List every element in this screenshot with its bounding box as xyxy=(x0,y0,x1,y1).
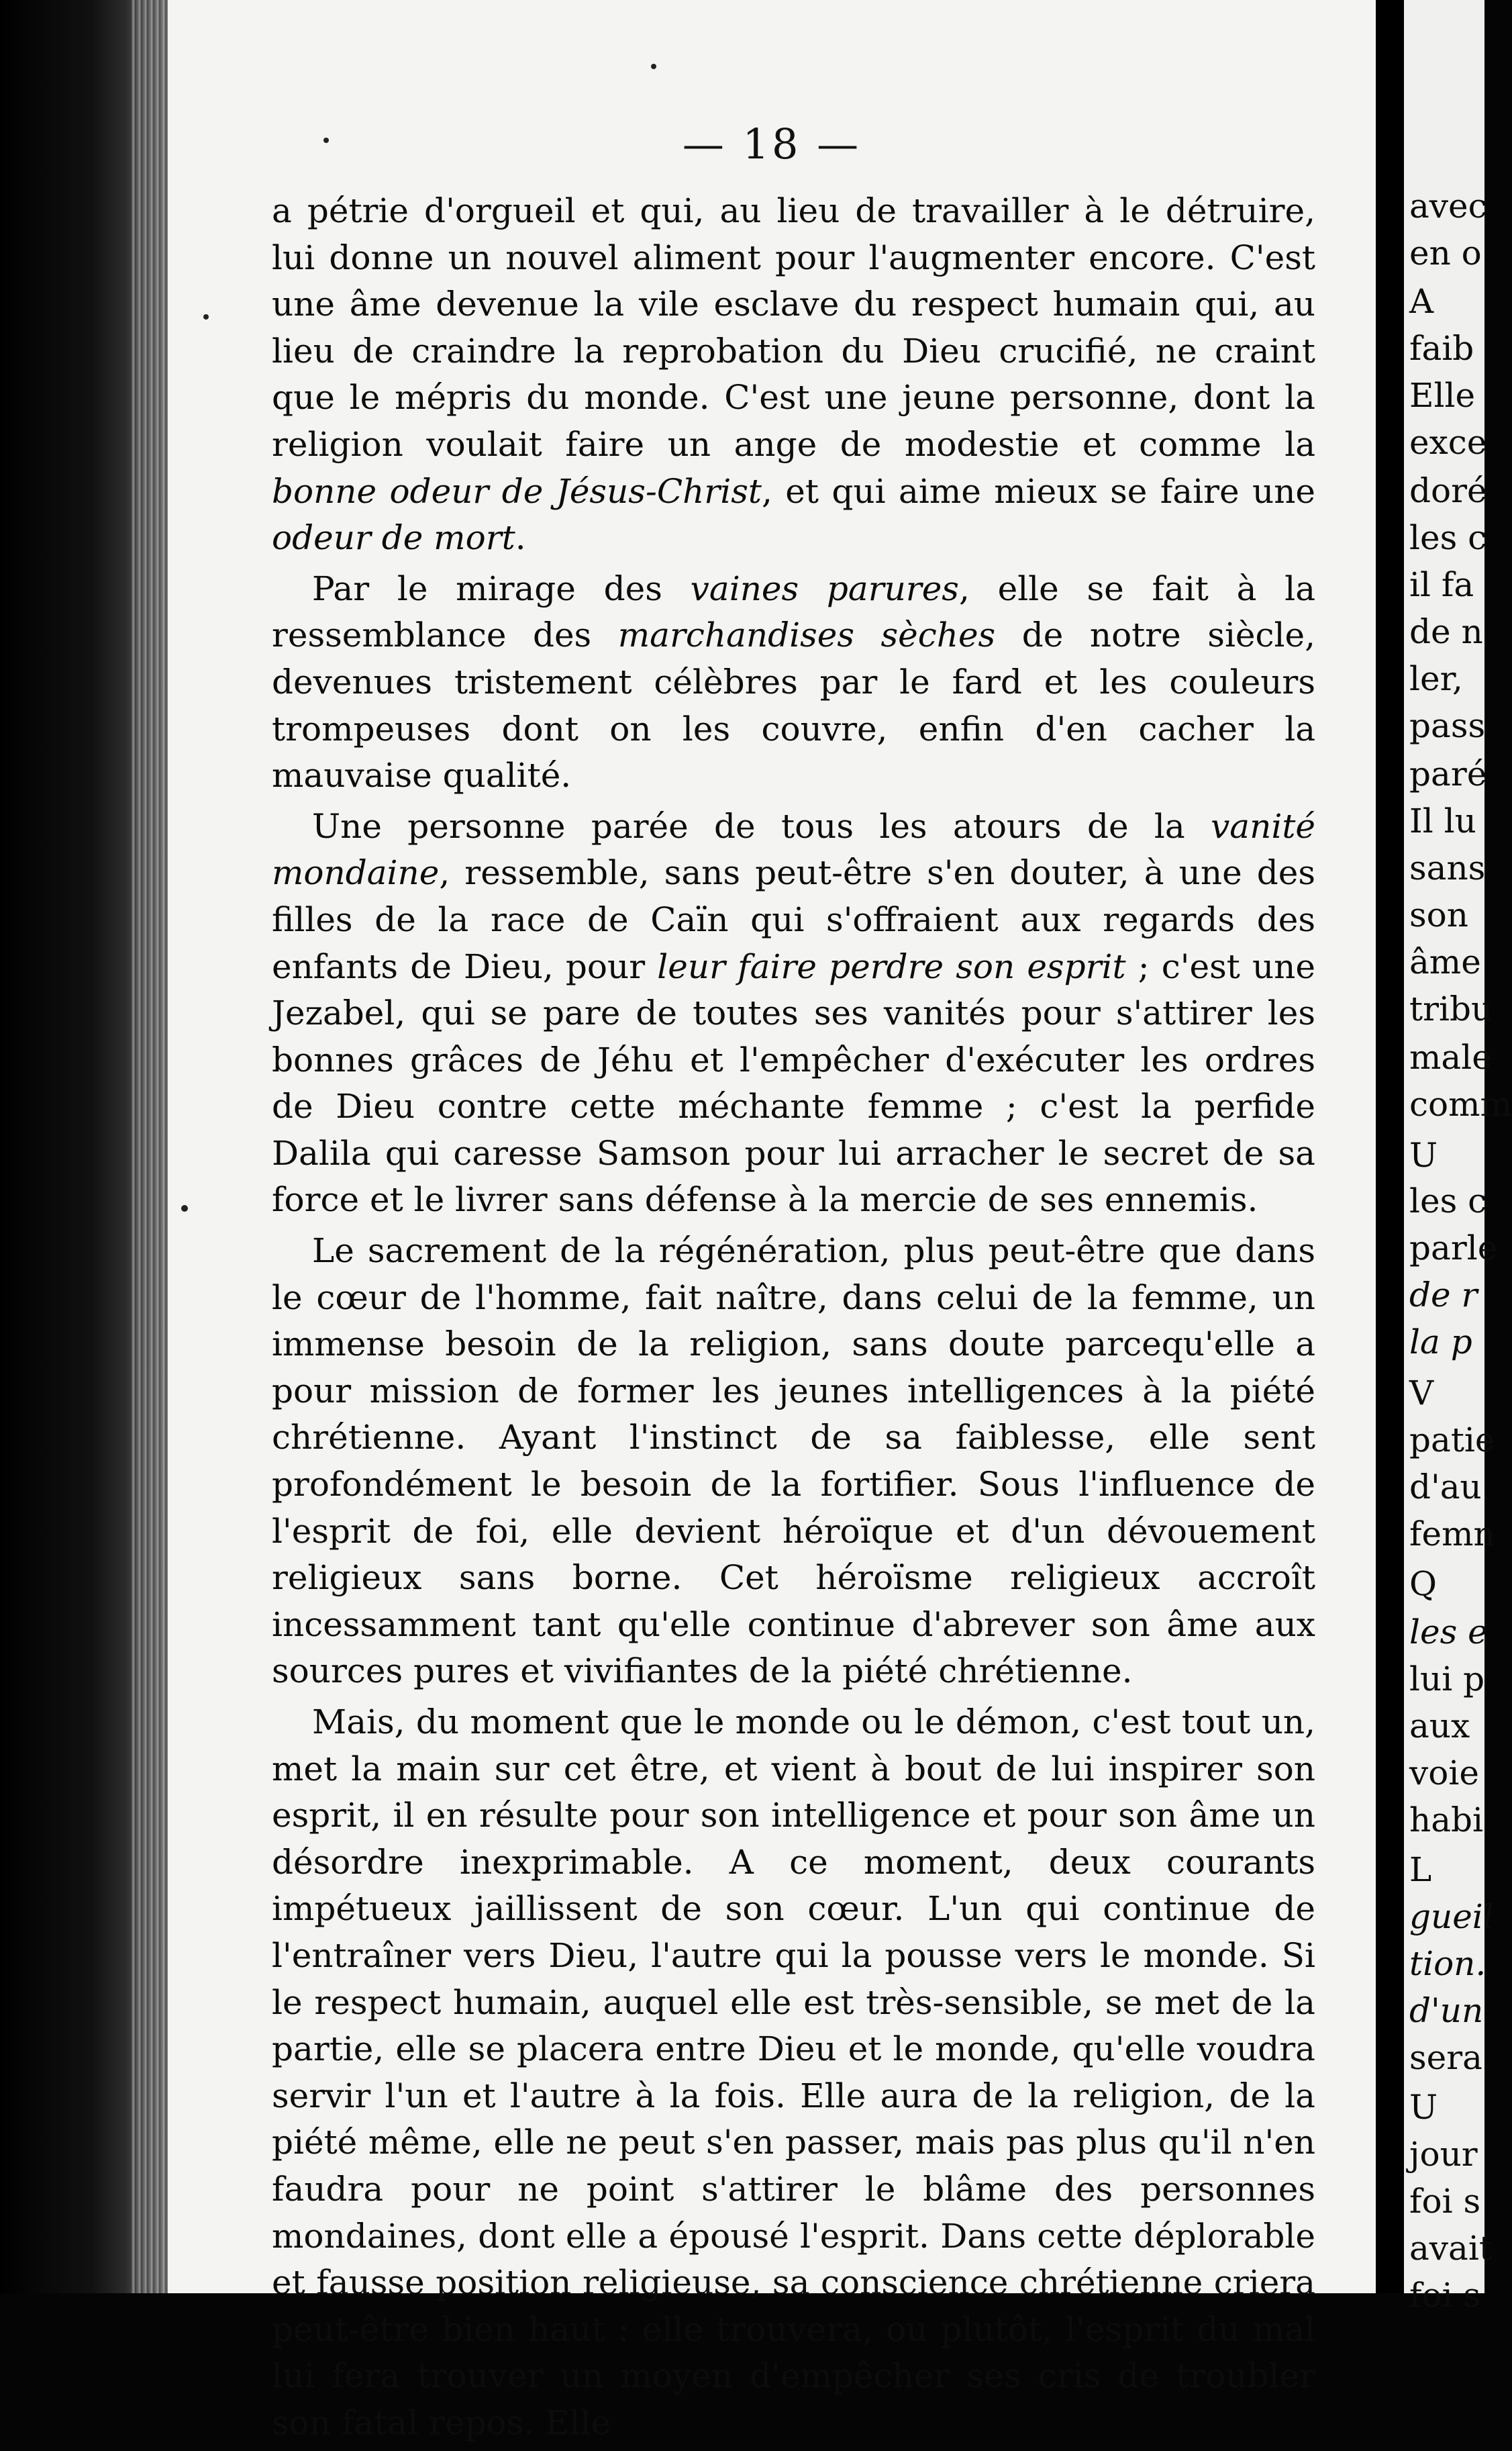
next-page-line-fragment xyxy=(1409,943,1481,981)
next-page-line-fragment xyxy=(1409,1515,1495,1553)
fragment-text: patie xyxy=(1409,1421,1495,1459)
next-page-line-fragment xyxy=(1409,1421,1495,1459)
fragment-text: foi s xyxy=(1409,2182,1481,2221)
text-run: , elle se fait à la ressemblance des xyxy=(272,569,1316,655)
fragment-text: A xyxy=(1409,282,1434,321)
fragment-text: V xyxy=(1409,1374,1434,1412)
fragment-text: d'un xyxy=(1409,1991,1484,2030)
fragment-text: Elle xyxy=(1409,376,1476,415)
next-page-line-fragment xyxy=(1409,755,1486,794)
next-page-line-fragment xyxy=(1409,2038,1482,2077)
page-stack-edges xyxy=(132,0,172,2293)
fragment-text: doré xyxy=(1409,471,1487,510)
italic-run: vaines parures xyxy=(690,569,959,608)
next-page-line-fragment xyxy=(1409,1374,1433,1412)
next-page-line-fragment xyxy=(1409,990,1493,1028)
text-run: . xyxy=(515,518,526,558)
next-page-line-fragment xyxy=(1409,282,1433,321)
paragraph xyxy=(272,1228,1315,1695)
page-number: — 18 — xyxy=(682,119,862,169)
fragment-text: L xyxy=(1409,1850,1432,1889)
next-page-line-fragment xyxy=(1409,234,1482,273)
fragment-text: tion. xyxy=(1409,1944,1486,1983)
fragment-text: de r xyxy=(1409,1276,1478,1314)
next-page-line-fragment xyxy=(1409,423,1486,462)
text-run: Le sacrement de la régénération, plus peut-être que dans le cœur de l'homme, fait naître, dans celui de la femme, un immense besoin de la religion, sans doute parcequ'elle a pour mission de former les jeunes intelligences à la piété chrétienne. Ayant l'instinct de sa faiblesse, elle sent profondément le besoin de la fortifier. Sous l'influence de l'esprit de foi, elle devient héroïque et d'un dévouement religieux sans borne. Cet héroïsme religieux accroît incessamment tant qu'elle continue d'abrever son âme aux sources pures et vivifiantes de la piété chrétienne. xyxy=(272,1231,1315,1691)
fragment-text: de n xyxy=(1409,612,1483,651)
fragment-text: voie xyxy=(1409,1753,1479,1792)
fragment-text: faib xyxy=(1409,329,1474,368)
next-page-line-fragment xyxy=(1409,1660,1484,1698)
fragment-text: comm xyxy=(1409,1085,1512,1124)
next-page-line-fragment xyxy=(1409,1323,1472,1361)
next-page-line-fragment xyxy=(1409,565,1474,604)
fragment-text: femn xyxy=(1409,1515,1495,1553)
paragraph xyxy=(272,188,1315,562)
fragment-text: les e xyxy=(1409,1613,1488,1651)
text-run: , et qui aime mieux se faire une xyxy=(761,471,1315,511)
fragment-text: il fa xyxy=(1409,565,1474,604)
fragment-text: lui p xyxy=(1409,1660,1485,1698)
next-page-line-fragment xyxy=(1409,1136,1438,1175)
italic-run: bonne odeur de Jésus-Christ xyxy=(272,471,762,511)
print-speck xyxy=(203,314,209,320)
next-page-line-fragment xyxy=(1409,1897,1494,1936)
fragment-text: parle xyxy=(1409,1229,1498,1267)
paragraph xyxy=(272,566,1315,800)
next-page-line-fragment xyxy=(1409,1564,1437,1603)
fragment-text: les c xyxy=(1409,518,1487,557)
paragraph xyxy=(272,804,1315,1224)
paragraph xyxy=(272,1699,1315,2447)
next-page-line-fragment xyxy=(1409,612,1483,651)
next-page-line-fragment xyxy=(1409,1276,1477,1314)
fragment-text: gueil xyxy=(1409,1897,1494,1936)
fragment-text: aux xyxy=(1409,1707,1470,1745)
print-speck xyxy=(651,64,656,69)
fragment-text: ler, xyxy=(1409,659,1463,698)
next-page-line-fragment xyxy=(1409,2229,1493,2268)
fragment-text: Il lu xyxy=(1409,802,1476,840)
next-page-line-fragment xyxy=(1409,1753,1479,1792)
text-run: ; c'est une Jezabel, qui se pare de toutes ses vanités pour s'attirer les bonnes grâces de Jéhu et l'empêcher d'exécuter les ordres de Dieu contre cette méchante femme ; c'est la perfide Dalila qui caresse Samson pour lui arracher le secret de sa force et le livrer sans défense à la mercie de ses ennemis. xyxy=(272,947,1315,1220)
next-page-line-fragment xyxy=(1409,1038,1492,1077)
fragment-text: la p xyxy=(1409,1323,1472,1361)
next-page-line-fragment xyxy=(1409,1229,1497,1267)
next-page-line-fragment xyxy=(1409,2276,1480,2315)
fragment-text: pass xyxy=(1409,706,1486,745)
fragment-text: U xyxy=(1409,2088,1438,2127)
fragment-text: sera xyxy=(1409,2038,1482,2077)
fragment-text: tribu xyxy=(1409,990,1493,1028)
next-page-line-fragment xyxy=(1409,1800,1483,1839)
page-body-text xyxy=(272,188,1315,2451)
fragment-text: son xyxy=(1409,896,1468,934)
next-page-line-fragment xyxy=(1409,1468,1482,1506)
next-page-line-fragment xyxy=(1409,187,1487,226)
fragment-text: d'au xyxy=(1409,1468,1482,1506)
fragment-text: avait xyxy=(1409,2229,1493,2268)
print-speck xyxy=(323,138,329,143)
fragment-text: U xyxy=(1409,1136,1438,1175)
fragment-text: en o xyxy=(1409,234,1482,273)
fragment-text: exce xyxy=(1409,423,1487,462)
text-run: Mais, du moment que le monde ou le démon, c'est tout un, met la main sur cet être, et vient à bout de lui inspirer son esprit, il en résulte pour son intelligence et pour son âme un désordre inexprimable. A ce moment, deux courants impétueux jaillissent de son cœur. L'un qui continue de l'entraîner vers Dieu, l'autre qui la pousse vers le monde. Si le respect humain, auquel elle est très-sensible, se met de la partie, elle se placera entre Dieu et le monde, qu'elle voudra servir l'un et l'autre à la fois. Elle aura de la religion, de la piété même, elle ne peut s'en passer, mais pas plus qu'il n'en faudra pour ne point s'attirer le blâme des personnes mondaines, dont elle a épousé l'esprit. Dans cette déplorable et fausse position religieuse, sa conscience chrétienne criera peut-être bien haut : elle trouvera, ou plutôt, l'esprit du mal lui fera trouver un moyen d'empêcher ses cris de troubler son fatal repos. Elle xyxy=(272,1702,1315,2442)
fragment-text: Q xyxy=(1409,1564,1437,1603)
italic-run: marchandises sèches xyxy=(617,616,996,655)
italic-run: vanité mondaine xyxy=(272,806,1315,893)
next-page-line-fragment xyxy=(1409,2088,1438,2127)
next-page-line-fragment xyxy=(1409,1182,1486,1220)
next-page-line-fragment xyxy=(1409,1850,1431,1889)
next-page-line-fragment xyxy=(1409,376,1475,415)
next-page-line-fragment xyxy=(1409,1944,1486,1983)
next-page-line-fragment xyxy=(1409,1991,1483,2030)
book-gutter xyxy=(1376,0,1404,2293)
next-page-line-fragment xyxy=(1409,518,1486,557)
fragment-text: sans xyxy=(1409,849,1486,887)
fragment-text: paré xyxy=(1409,755,1487,794)
fragment-text: male xyxy=(1409,1038,1492,1077)
next-page-line-fragment xyxy=(1409,2182,1480,2221)
text-run: de notre siècle, devenues tristement célèbres par le fard et les couleurs trompeuses dont on les couvre, enfin d'en cacher la mauvaise qualité. xyxy=(272,616,1316,796)
next-page-line-fragment xyxy=(1409,1707,1470,1745)
next-page-line-fragment xyxy=(1409,896,1468,934)
next-page-line-fragment xyxy=(1409,802,1476,840)
next-page-line-fragment xyxy=(1409,471,1487,510)
fragment-text: habi xyxy=(1409,1800,1484,1839)
text-run: , ressemble, sans peut-être s'en douter, à une des filles de la race de Caïn qui s'offraient aux regards des enfants de Dieu, pour xyxy=(272,853,1315,986)
next-page-line-fragment xyxy=(1409,706,1485,745)
fragment-text: les c xyxy=(1409,1182,1487,1220)
fragment-text: foi s xyxy=(1409,2276,1481,2315)
next-page-line-fragment xyxy=(1409,2135,1478,2174)
text-run: Une personne parée de tous les atours de la xyxy=(312,806,1211,846)
fragment-text: avec xyxy=(1409,187,1487,226)
italic-run: odeur de mort xyxy=(272,518,515,558)
italic-run: leur faire perdre son esprit xyxy=(657,947,1126,986)
print-speck xyxy=(181,1205,188,1212)
next-page-line-fragment xyxy=(1409,1613,1488,1651)
text-run: a pétrie d'orgueil et qui, au lieu de travailler à le détruire, lui donne un nouvel aliment pour l'augmenter encore. C'est une âme devenue la vile esclave du respect humain qui, au lieu de craindre la reprobation du Dieu crucifié, ne craint que le mépris du monde. C'est une jeune personne, dont la religion voulait faire un ange de modestie et comme la xyxy=(272,191,1315,464)
fragment-text: âme xyxy=(1409,943,1481,981)
text-run: Par le mirage des xyxy=(312,569,691,608)
next-page-line-fragment xyxy=(1409,329,1474,368)
next-page-edge xyxy=(1404,0,1512,2315)
fragment-text: jour xyxy=(1409,2135,1478,2174)
next-page-line-fragment xyxy=(1409,1085,1512,1124)
book-page xyxy=(168,0,1376,2442)
next-page-line-fragment xyxy=(1409,849,1485,887)
next-page-line-fragment xyxy=(1409,659,1463,698)
